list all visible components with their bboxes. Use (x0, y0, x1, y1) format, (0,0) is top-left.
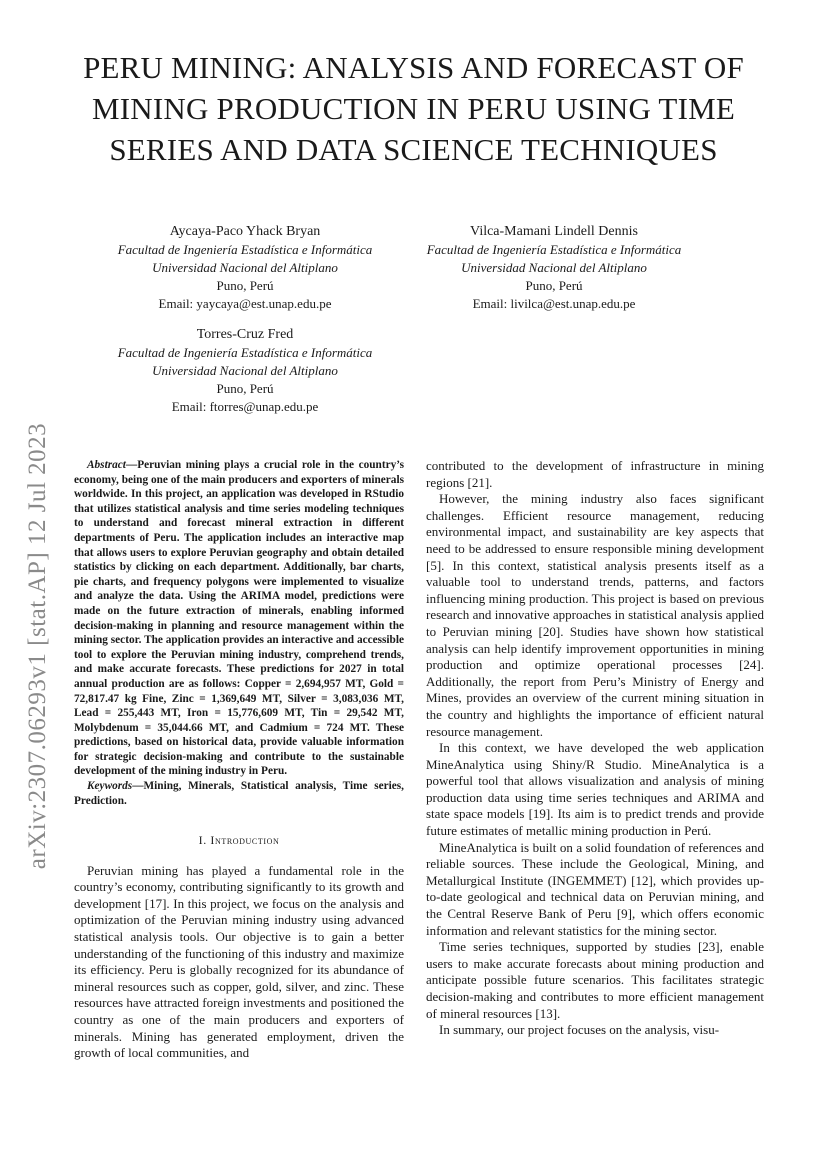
body-paragraph: Time series techniques, supported by studies [23], enable users to make accurate forecasts about mining production and anticipate possible future scenarios. This facilitates strategic decision-making and contributes to more efficient management of mineral resources [13]. (426, 939, 764, 1021)
author-email[interactable]: Email: ftorres@unap.edu.pe (171, 399, 319, 414)
keywords (74, 779, 404, 808)
author-university: Universidad Nacional del Altiplano (461, 260, 647, 275)
abstract-label: Abstract (87, 459, 126, 471)
author-name: Aycaya-Paco Yhack Bryan (169, 224, 321, 239)
intro-paragraph: Peruvian mining has played a fundamental role in the country’s economy, contributing significantly to its growth and development [17]. In this project, we focus on the analysis and optimization of the Peruvian mining industry using advanced statistical analysis tools. Our objective is to gain a better understanding of the functioning of this industry and maximize its efficiency. Peru is globally recognized for its abundance of mineral resources such as copper, gold, silver, and zinc. These resources have attracted foreign investments and positioned the country as one of the main producers and exporters of minerals. Mining has generated employment, driven the growth of local communities, and (74, 862, 404, 1061)
author-name: Torres-Cruz Fred (196, 327, 294, 342)
keywords-text: —Mining, Minerals, Statistical analysis, Time series, Prediction. (74, 780, 404, 807)
body-paragraph: In summary, our project focuses on the analysis, visu- (439, 1022, 720, 1038)
author-block-3 (70, 326, 420, 416)
author-department: Facultad de Ingeniería Estadística e Informática (117, 345, 373, 360)
body-paragraph: MineAnalytica is built on a solid foundation of references and reliable sources. These include the Geological, Mining, and Metallurgical Institute (INGEMMET) [12], which provides up-to-date geological and technical data on Peruvian mining, and the Central Reserve Bank of Peru [9], which offers economic information and relevant statistics for the mining sector. (426, 839, 764, 938)
body-paragraph: contributed to the development of infrastructure in mining regions [21]. (426, 458, 764, 490)
author-city: Puno, Perú (216, 278, 274, 293)
body-paragraph: However, the mining industry also faces significant challenges. Efficient resource management, reducing environmental impact, and sustainability are key aspects that need to be addressed to ensure responsible mining development [5]. In this context, statistical analysis presents itself as a valuable tool to understand trends, patterns, and factors influencing mining production. This project is based on previous research and innovative approaches in statistical analysis applied to Peruvian mining [20]. Studies have shown how statistical analysis can help identify improvement opportunities in mining production and optimize operational processes [24]. Additionally, the report from Peru’s Ministry of Energy and Mines, provides an overview of the current mining situation in the country and highlights the importance of efficient natural resource management. (426, 491, 764, 739)
author-name: Vilca-Mamani Lindell Dennis (470, 224, 638, 239)
author-email[interactable]: Email: yaycaya@est.unap.edu.pe (158, 296, 332, 311)
author-department: Facultad de Ingeniería Estadística e Informática (117, 242, 373, 257)
right-column (426, 458, 764, 1039)
body-paragraph: In this context, we have developed the web application MineAnalytica using Shiny/R Studio. MineAnalytica is a powerful tool that allows visualization and analysis of mining production data using time series techniques and ARIMA and state space models [19]. Its aim is to predict trends and provide future estimates of metallic mining production in Perú. (426, 740, 764, 839)
paper-title: PERU MINING: ANALYSIS AND FORECAST OF MINING PRODUCTION IN PERU USING TIME SERIES AND DATA SCIENCE TECHNIQUES (83, 50, 744, 167)
section-number: I. (198, 833, 207, 848)
abstract-text: —Peruvian mining plays a crucial role in the country’s economy, being one of the main producers and exporters of minerals worldwide. In this project, an application was developed in RStudio that utilizes statistical analysis and time series modeling techniques to understand and forecast mineral extraction in different departments of Peru. The application includes an interactive map that allows users to explore Peruvian geography and obtain detailed statistics by clicking on each department. Additionally, bar charts, pie charts, and frequency polygons were implemented to visualize and analyze the data. Using the ARIMA model, predictions were made on the future extraction of minerals, enabling informed decision-making in planning and resource management within the mining sector. The application provides an interactive and accessible tool to explore the Peruvian mining industry, comprehend trends, and make accurate forecasts. These predictions for 2027 in total annual production are as follows: Copper = 2,694,957 MT, Gold = 72,817.47 kg Fine, Zinc = 1,369,649 MT, Silver = 3,083,036 MT, Lead = 255,443 MT, Iron = 15,776,609 MT, Tin = 29,542 MT, Molybdenum = 35,044.66 MT, and Cadmium = 724 MT. These predictions, based on historical data, provide valuable information for strategic decision-making and contribute to the sustainable development of the mining industry in Peru. (74, 459, 404, 778)
keywords-label: Keywords (87, 780, 133, 793)
arxiv-stamp[interactable]: arXiv:2307.06293v1 [stat.AP] 12 Jul 2023 (24, 422, 51, 870)
author-block-1 (70, 223, 420, 313)
author-department: Facultad de Ingeniería Estadística e Informática (426, 242, 682, 257)
author-university: Universidad Nacional del Altiplano (152, 363, 338, 378)
author-city: Puno, Perú (525, 278, 583, 293)
section-title: Introduction (210, 833, 280, 848)
author-city: Puno, Perú (216, 381, 274, 396)
section-heading-introduction (74, 832, 404, 848)
author-block-2 (380, 223, 728, 313)
author-email[interactable]: Email: livilca@est.unap.edu.pe (472, 296, 636, 311)
author-university: Universidad Nacional del Altiplano (152, 260, 338, 275)
left-column (74, 458, 404, 1062)
abstract (74, 458, 404, 779)
